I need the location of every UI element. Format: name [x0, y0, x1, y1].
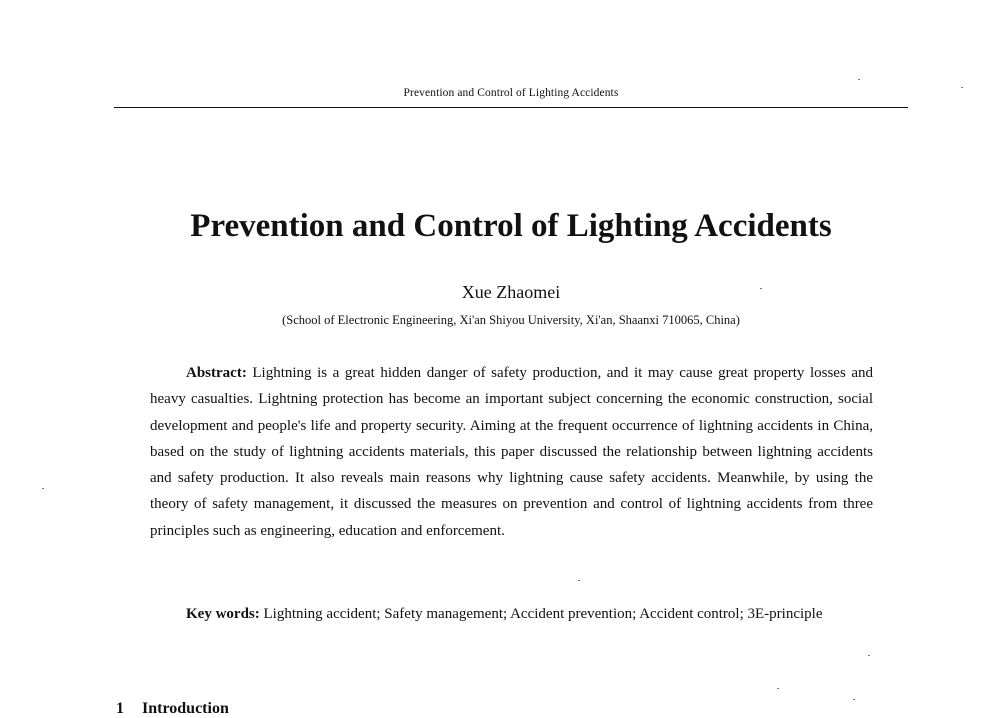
keywords-label: Key words: — [186, 606, 260, 622]
abstract-label: Abstract: — [186, 365, 247, 381]
abstract-text: Lightning is a great hidden danger of safety production, and it may cause great property losses and heavy casualties. Lightning protection has become an important subject concerning the economic construction, social development and people's life and property security. Aiming at the frequent occurrence of lightning accidents in China, based on the study of lightning accidents materials, this paper discussed the relationship between lightning accidents and safety production. It also reveals main reasons why lightning cause safety accidents. Meanwhile, by using the theory of safety management, it discussed the measures on prevention and control of lightning accidents from three principles such as engineering, education and enforcement. — [150, 365, 873, 539]
abstract-paragraph — [150, 360, 873, 544]
section-title: Introduction — [142, 700, 229, 717]
scan-speck — [42, 488, 44, 489]
scan-speck — [853, 699, 855, 700]
header-rule — [114, 107, 908, 108]
scan-speck — [868, 655, 870, 656]
section-heading — [116, 700, 229, 718]
scan-speck — [858, 79, 860, 80]
scan-speck — [777, 688, 779, 689]
paper-title: Prevention and Control of Lighting Accidents — [190, 208, 832, 244]
author-affiliation: (School of Electronic Engineering, Xi'an Shiyou University, Xi'an, Shaanxi 710065, China) — [282, 313, 740, 327]
section-number: 1 — [116, 700, 124, 717]
keywords-text: Lightning accident; Safety management; Accident prevention; Accident control; 3E-principle — [263, 606, 823, 622]
scan-speck — [578, 580, 580, 581]
scan-speck — [961, 87, 963, 88]
running-header: Prevention and Control of Lighting Accidents — [403, 87, 619, 99]
keywords-paragraph — [150, 601, 873, 627]
author-name: Xue Zhaomei — [461, 282, 561, 302]
scan-speck — [760, 288, 762, 289]
